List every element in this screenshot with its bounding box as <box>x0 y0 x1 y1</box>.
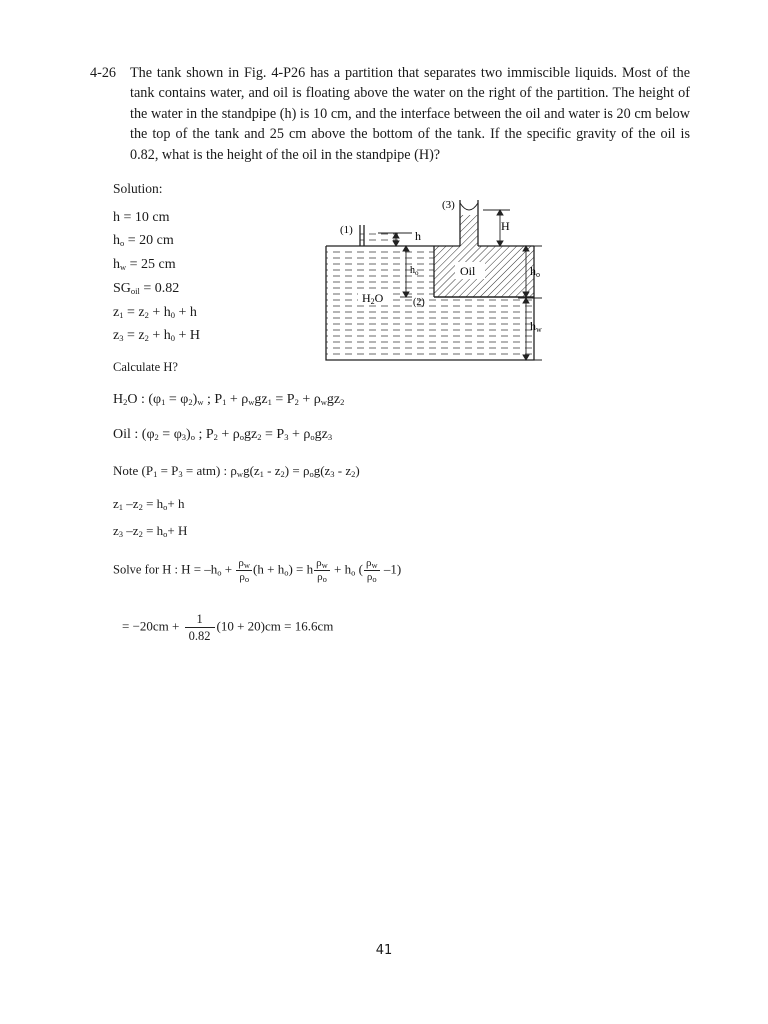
oil-equation: Oil : $(\varphi_2 = \varphi_3)_o$ ; $P_2 + \rho_ogz_2 = P_3 + \rho_ogz_3$ <box>113 427 333 442</box>
ho-inner-label: $h_o$ <box>410 265 419 277</box>
H-dimension-label: H <box>501 219 510 233</box>
hw-label: hw <box>530 319 542 334</box>
given-z1: $z_1 = z_2 + h_0 + h$ <box>113 305 197 320</box>
note-equation: Note $(P_1 = P_3 = atm)$ : $\rho_wg(z_1 - z_2) = \rho_og(z_3 - z_2)$ <box>113 463 360 479</box>
point-2-label: (2) <box>413 297 425 308</box>
z1-z2-equation: $z_1$ $-z_2 = h_o+ h$ <box>113 496 185 512</box>
given-h: h = 10 cm <box>113 210 170 225</box>
problem-statement <box>90 63 690 165</box>
fraction-one-over-sg: $\frac{1}{0.82}$ <box>185 611 215 644</box>
page-number: 41 <box>375 943 393 958</box>
fraction-rho-w-over-rho-o: $\frac{\rho_w}{\rho_o}$ <box>316 557 328 584</box>
fraction-rho-w-over-rho-o: $\frac{\rho_w}{\rho_o}$ <box>365 557 378 584</box>
tank-diagram <box>320 195 550 370</box>
z3-z2-equation: $z_3$ $-z_2 = h_o+ H$ <box>113 523 188 539</box>
h2o-equation: $H_2O$ : $(\varphi_1 = \varphi_2)_w$ ; $P_1 + \rho_wgz_1 = P_2 + \rho_wgz_2$ <box>113 392 345 407</box>
solution-label: Solution: <box>113 181 163 196</box>
result-equation: = −20cm + $\frac{1}{0.82}$ (10 + 20)cm = 16.6cm <box>122 612 334 643</box>
fraction-rho-w-over-rho-o: $\frac{\rho_w}{\rho_o}$ <box>238 557 251 584</box>
calculate-label: Calculate H? <box>113 360 178 374</box>
ho-outer-label: ho <box>530 264 540 279</box>
problem-number: 4-26 <box>90 65 117 81</box>
point-3-label: (3) <box>442 199 455 211</box>
given-hw: $h_w = 25$ cm <box>113 257 176 272</box>
h-dimension-label: h <box>415 229 421 243</box>
solve-equation: Solve for H : $H = -h_o$ + $\frac{\rho_w}{\rho_o}$ $(h + h_o) = h$ $\frac{\rho_w}{\rho_o}$ + $h_o$ ( $\frac{\rho_w}{\rho_o}$ –1) <box>113 557 402 584</box>
given-ho: $h_o = 20$ cm <box>113 233 174 248</box>
oil-label: Oil <box>460 264 476 278</box>
problem-text: The tank shown in Fig. 4-P26 has a partition that separates two immiscible liquids. Most of the tank contains water, and oil is floating above the water on the right of the partition. The height of the water in the standpipe (h) is 10 cm, and the interface between the oil and water is 20 cm below the top of the tank and 25 cm above the bottom of the tank. If the specific gravity of the oil is 0.82, what is the height of the oil in the standpipe (H)? <box>130 65 690 163</box>
water-label: H2O <box>362 291 384 306</box>
given-sg: $SG_{oil} = 0.82$ <box>113 281 180 296</box>
point-1-label: (1) <box>340 224 353 236</box>
given-z3: $z_3 = z_2 + h_0 + H$ <box>113 328 200 343</box>
oil-region <box>434 215 534 297</box>
